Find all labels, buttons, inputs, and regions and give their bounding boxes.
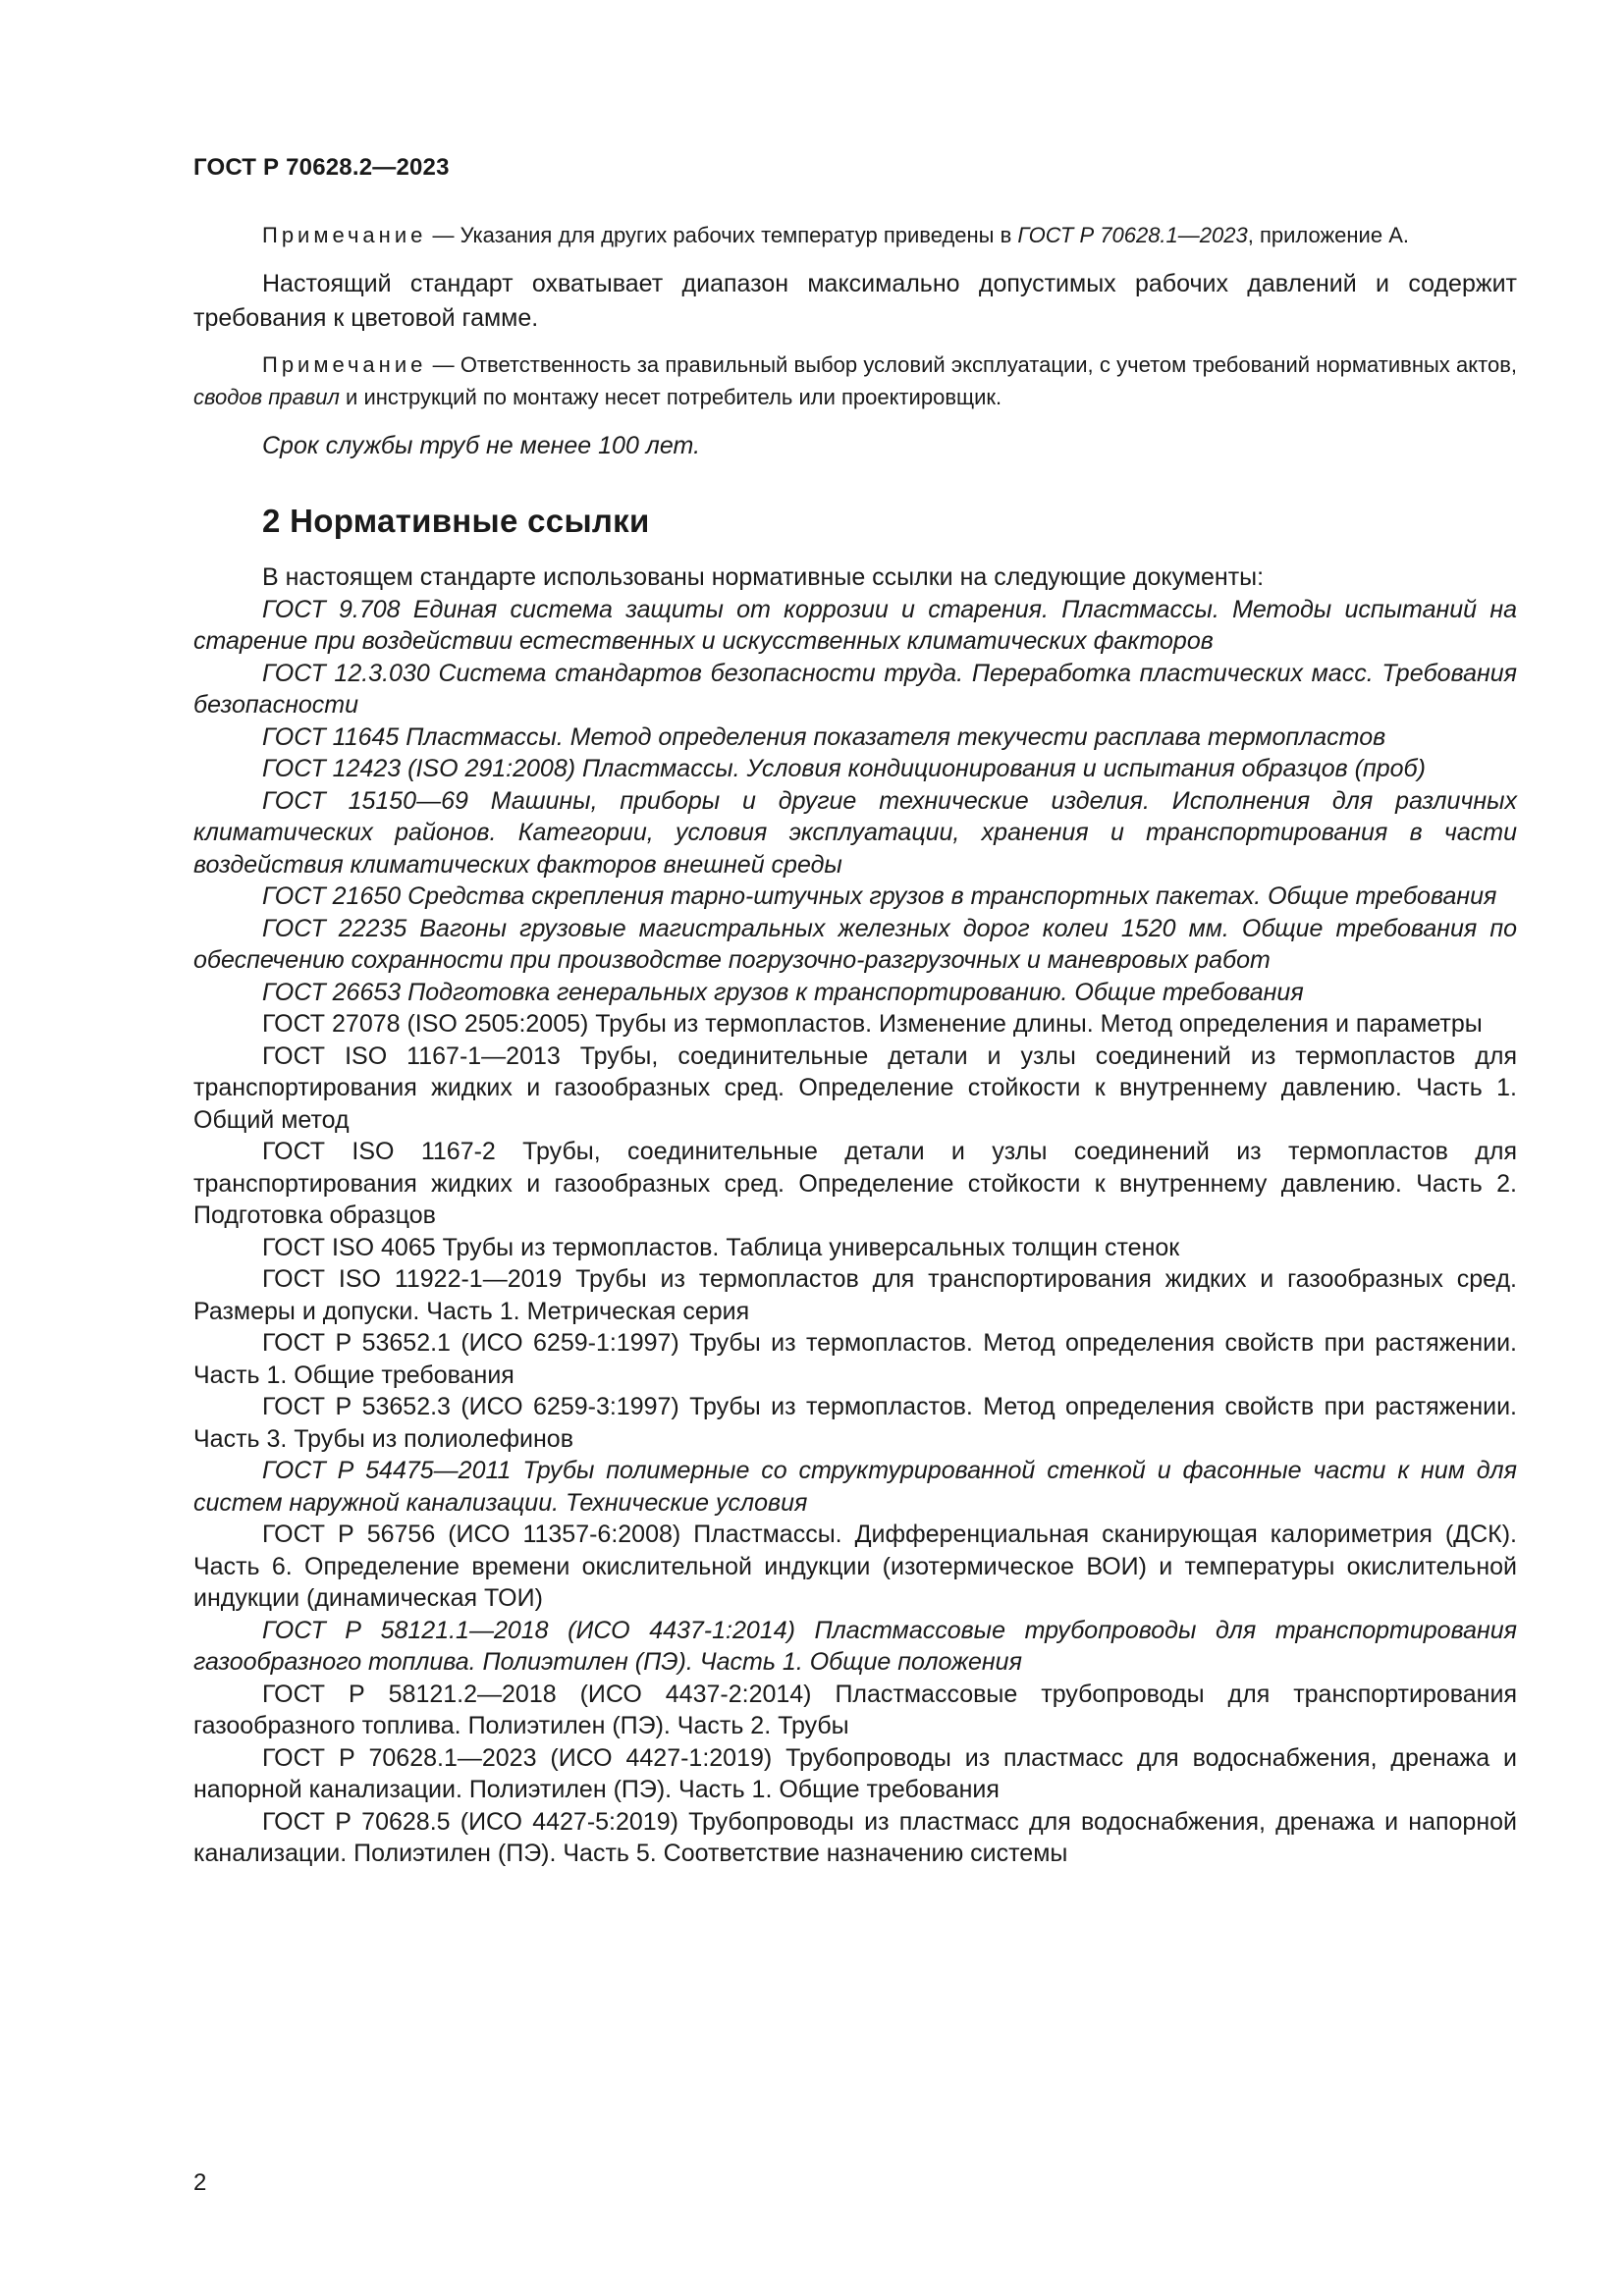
page-number: 2 [193,2169,207,2196]
section-title: 2 Нормативные ссылки [262,503,650,539]
reference-item: ГОСТ Р 53652.3 (ИСО 6259-3:1997) Трубы из термопластов. Метод определения свойств при растяжении. Часть 3. Трубы из полиолефинов [193,1393,1517,1453]
note-2 [193,348,1517,413]
note-label: Примечание [262,223,427,247]
note-text: — Указания для других рабочих температур приведены в [426,223,1018,247]
reference-item: ГОСТ ISO 11922-1—2019 Трубы из термопластов для транспортирования жидких и газообразных сред. Размеры и допуски. Часть 1. Метрическая серия [193,1265,1517,1325]
page-header: ГОСТ Р 70628.2—2023 [193,154,450,181]
reference-item: ГОСТ 27078 (ISO 2505:2005) Трубы из термопластов. Изменение длины. Метод определения и параметры [262,1010,1483,1038]
reference-item: ГОСТ ISO 1167-2 Трубы, соединительные детали и узлы соединений из термопластов для транспортирования жидких и газообразных сред. Определение стойкости к внутреннему давлению. Часть 2. Подготовка образцов [193,1138,1517,1229]
reference-item: ГОСТ ISO 4065 Трубы из термопластов. Таблица универсальных толщин стенок [262,1233,1180,1261]
reference-item: ГОСТ 11645 Пластмассы. Метод определения показателя текучести расплава термопластов [262,722,1386,751]
reference-item: ГОСТ 21650 Средства скрепления тарно-штучных грузов в транспортных пакетах. Общие требования [262,882,1497,910]
reference-item: ГОСТ 22235 Вагоны грузовые магистральных железных дорог колеи 1520 мм. Общие требования по обеспечению сохранности при производстве погрузочно-разгрузочных и маневровых работ [193,914,1517,974]
paragraph-service-life: Срок службы труб не менее 100 лет. [262,432,701,459]
reference-item: ГОСТ ISO 1167-1—2013 Трубы, соединительные детали и узлы соединений из термопластов для транспортирования жидких и газообразных сред. Определение стойкости к внутреннему давлению. Часть 1. Общий метод [193,1041,1517,1134]
reference-item: ГОСТ Р 54475—2011 Трубы полимерные со структурированной стенкой и фасонные части к ним для систем наружной канализации. Технические условия [193,1457,1517,1517]
reference-item: ГОСТ Р 53652.1 (ИСО 6259-1:1997) Трубы из термопластов. Метод определения свойств при растяжении. Часть 1. Общие требования [193,1329,1517,1389]
paragraph-scope: Настоящий стандарт охватывает диапазон максимально допустимых рабочих давлений и содержит требования к цветовой гамме. [193,270,1517,332]
reference-item: ГОСТ 12423 (ISO 291:2008) Пластмассы. Условия кондиционирования и испытания образцов (проб) [262,755,1426,782]
note-text-end: и инструкций по монтажу несет потребитель или проектировщик. [339,385,1002,409]
reference-item: ГОСТ Р 70628.1—2023 (ИСО 4427-1:2019) Трубопроводы из пластмасс для водоснабжения, дренажа и напорной канализации. Полиэтилен (ПЭ). Часть 1. Общие требования [193,1743,1517,1803]
note-1 [193,219,1517,251]
reference-item: ГОСТ Р 58121.1—2018 (ИСО 4437-1:2014) Пластмассовые трубопроводы для транспортирования газообразного топлива. Полиэтилен (ПЭ). Часть 1. Общие положения [193,1616,1517,1676]
note-italic: сводов правил [193,385,340,409]
note-ref: ГОСТ Р 70628.1—2023 [1017,223,1248,247]
note-label: Примечание [262,352,427,377]
reference-item: ГОСТ Р 58121.2—2018 (ИСО 4437-2:2014) Пластмассовые трубопроводы для транспортирования газообразного топлива. Полиэтилен (ПЭ). Часть 2. Трубы [193,1680,1517,1739]
reference-list [193,594,1517,1870]
page-content [193,219,1517,1870]
reference-item: ГОСТ 26653 Подготовка генеральных грузов к транспортированию. Общие требования [262,978,1304,1006]
section-intro: В настоящем стандарте использованы нормативные ссылки на следующие документы: [262,563,1265,591]
reference-item: ГОСТ 9.708 Единая система защиты от коррозии и старения. Пластмассы. Методы испытаний на старение при воздействии естественных и искусственных климатических факторов [193,595,1517,655]
reference-item: ГОСТ 15150—69 Машины, приборы и другие технические изделия. Исполнения для различных климатических районов. Категории, условия эксплуатации, хранения и транспортирования в части воздействия климатических факторов внешней среды [193,786,1517,879]
note-text-end: , приложение А. [1247,223,1409,247]
note-text: — Ответственность за правильный выбор условий эксплуатации, с учетом требований нормативных актов, [426,352,1517,377]
reference-item: ГОСТ Р 70628.5 (ИСО 4427-5:2019) Трубопроводы из пластмасс для водоснабжения, дренажа и напорной канализации. Полиэтилен (ПЭ). Часть 5. Соответствие назначению системы [193,1807,1517,1867]
reference-item: ГОСТ Р 56756 (ИСО 11357-6:2008) Пластмассы. Дифференциальная сканирующая калориметрия (ДСК). Часть 6. Определение времени окислительной индукции (изотермическое ВОИ) и температуры окислительной индукции (динамическая ТОИ) [193,1521,1517,1612]
reference-item: ГОСТ 12.3.030 Система стандартов безопасности труда. Переработка пластических масс. Требования безопасности [193,659,1517,719]
